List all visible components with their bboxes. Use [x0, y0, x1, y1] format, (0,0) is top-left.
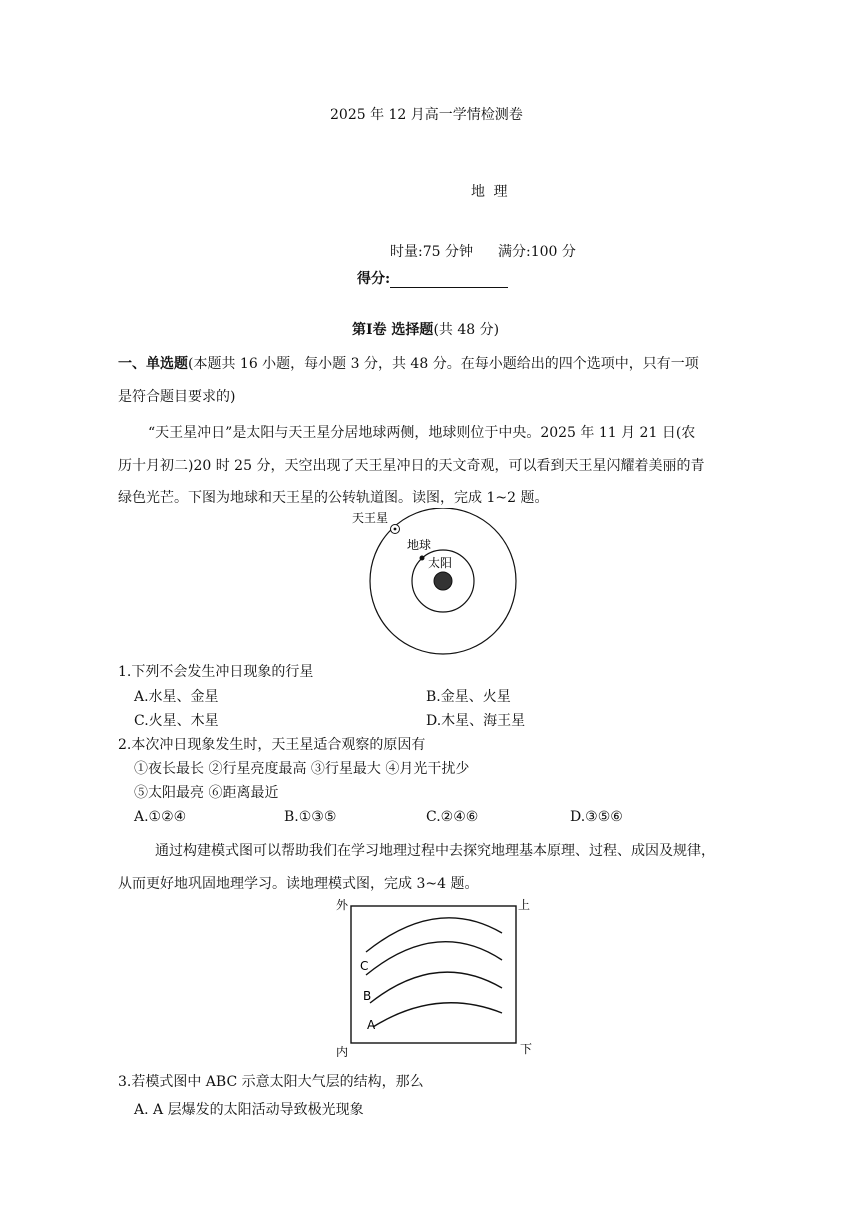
q2-option-b: B.①③⑤ — [284, 809, 337, 825]
uranus-icon-center — [394, 528, 397, 531]
passage2-line-1: 通过构建模式图可以帮助我们在学习地理过程中去探究地理基本原理、过程、成因及规律， — [155, 843, 715, 859]
earth-icon — [420, 556, 425, 561]
q2-option-c: C.②④⑥ — [426, 809, 479, 825]
sun-label: 太阳 — [428, 556, 453, 570]
section-title-suffix: (共 48 分) — [433, 322, 500, 338]
passage1-line-2: 历十月初二)20 时 25 分，天空出现了天王星冲日的天文奇观，可以看到天王星闪耀着美丽的青 — [118, 458, 705, 474]
q1-stem: 1.下列不会发生冲日现象的行星 — [118, 664, 314, 680]
orbit-diagram — [345, 508, 535, 658]
instruction-label: 一、单选题 — [118, 356, 188, 372]
q3-stem: 3.若模式图中 ABC 示意太阳大气层的结构，那么 — [118, 1074, 424, 1090]
q2-items-line-2: ⑤太阳最亮 ⑥距离最近 — [134, 785, 279, 801]
section-title — [352, 321, 499, 339]
label-up: 上 — [518, 898, 531, 912]
label-a: A — [367, 1018, 376, 1032]
subject-title: 地 理 — [471, 184, 510, 200]
label-c: C — [360, 959, 369, 973]
curve-1 — [366, 918, 502, 952]
model-diagram — [332, 895, 542, 1057]
q1-option-b: B.金星、火星 — [426, 689, 511, 705]
q2-stem: 2.本次冲日现象发生时，天王星适合观察的原因有 — [118, 737, 426, 753]
q1-option-d: D.木星、海王星 — [426, 713, 526, 729]
sun-icon — [434, 572, 452, 590]
q2-option-d: D.③⑤⑥ — [570, 809, 623, 825]
score-label: 得分: — [357, 271, 391, 287]
instruction-line-1 — [118, 355, 699, 373]
q1-option-a: A.水星、金星 — [134, 689, 219, 705]
section-title-main: 第Ⅰ卷 选择题 — [352, 322, 434, 338]
full-score: 满分:100 分 — [498, 244, 576, 260]
passage2-line-2: 从而更好地巩固地理学习。读地理模式图，完成 3~4 题。 — [118, 876, 479, 892]
instruction-text: (本题共 16 小题，每小题 3 分，共 48 分。在每小题给出的四个选项中，只有一项 — [188, 356, 699, 372]
uranus-label: 天王星 — [352, 511, 389, 525]
score-field — [357, 270, 508, 288]
earth-label: 地球 — [407, 538, 432, 552]
label-down: 下 — [520, 1042, 533, 1056]
passage1-line-3: 绿色光芒。下图为地球和天王星的公转轨道图。读图，完成 1~2 题。 — [118, 490, 549, 506]
q2-option-a: A.①②④ — [134, 809, 187, 825]
exam-title: 2025 年 12 月高一学情检测卷 — [330, 107, 523, 123]
label-b: B — [363, 989, 372, 1003]
label-inner: 内 — [336, 1045, 349, 1057]
label-outer: 外 — [336, 898, 349, 912]
q2-items-line-1: ①夜长最长 ②行星亮度最高 ③行星最大 ④月光干扰少 — [134, 761, 470, 777]
instruction-line-2: 是符合题目要求的) — [118, 389, 236, 405]
passage1-line-1: “天王星冲日”是太阳与天王星分居地球两侧，地球则位于中央。2025 年 11 月 21 日(农 — [148, 425, 696, 441]
curve-3 — [370, 972, 502, 1003]
q1-option-c: C.火星、木星 — [134, 713, 219, 729]
curve-4 — [373, 1003, 502, 1027]
exam-time: 时量:75 分钟 — [390, 244, 473, 260]
model-frame — [351, 906, 516, 1043]
q3-option-a: A. A 层爆发的太阳活动导致极光现象 — [134, 1102, 364, 1118]
curve-2 — [366, 942, 502, 975]
score-blank — [390, 273, 508, 288]
